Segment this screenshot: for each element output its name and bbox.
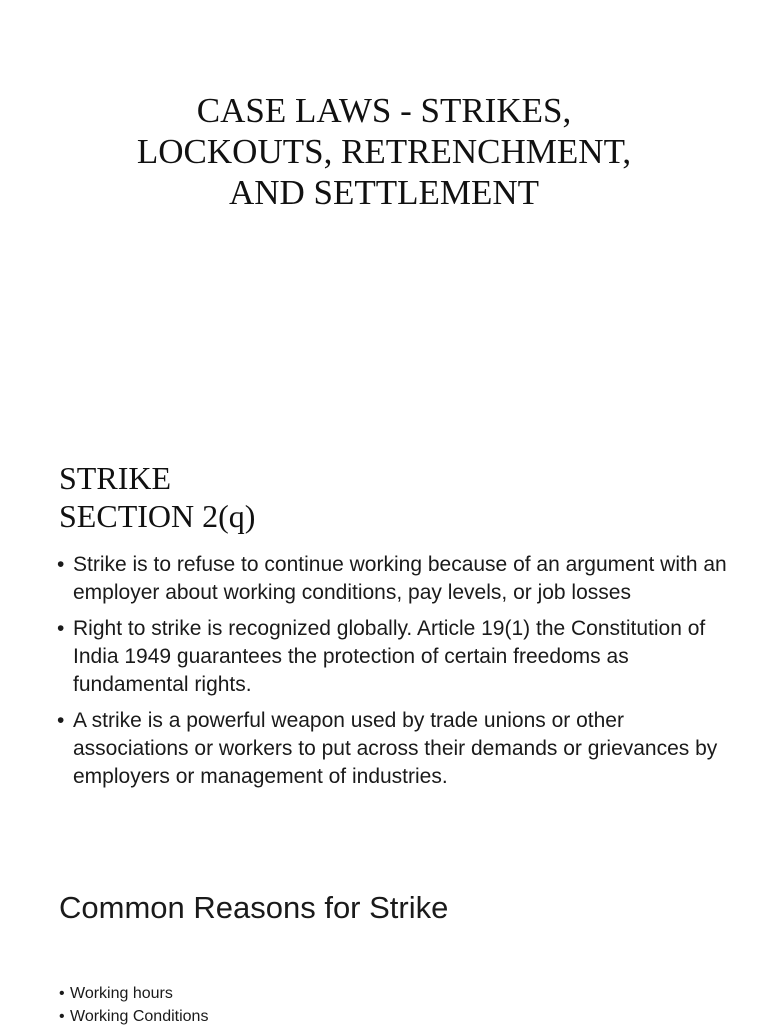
bullet-text: Strike is to refuse to continue working because of an argument with an employer about working conditions, pay levels, or job losses: [73, 553, 727, 604]
strike-bullet-list: [57, 551, 737, 799]
bullet-text: Right to strike is recognized globally. Article 19(1) the Constitution of India 1949 guarantees the protection of certain freedoms as fundamental rights.: [73, 617, 706, 696]
title-line: LOCKOUTS, RETRENCHMENT,: [136, 132, 632, 171]
section-heading-line: STRIKE: [59, 460, 171, 496]
bullet-icon: •: [57, 709, 65, 732]
list-item: [57, 707, 737, 791]
list-item: [57, 615, 737, 699]
bullet-icon: •: [57, 617, 65, 640]
list-item: [59, 1005, 208, 1028]
bullet-text: A strike is a powerful weapon used by trade unions or other associations or workers to put across their demands or grievances by employers or management of industries.: [73, 709, 718, 788]
reasons-heading: Common Reasons for Strike: [59, 890, 449, 925]
bullet-icon: •: [59, 985, 65, 1002]
strike-section-heading: [59, 459, 255, 535]
section-heading-line: SECTION 2(q): [59, 498, 256, 534]
reason-text: Working hours: [70, 985, 173, 1002]
bullet-icon: •: [57, 553, 65, 576]
title-line: CASE LAWS - STRIKES,: [196, 91, 572, 130]
title-line: AND SETTLEMENT: [228, 173, 540, 212]
list-item: [57, 551, 737, 607]
slide-title: [60, 90, 708, 213]
reason-text: Working Conditions: [70, 1008, 209, 1025]
bullet-icon: •: [59, 1008, 65, 1025]
list-item: [59, 982, 208, 1005]
reasons-list: [59, 982, 208, 1028]
